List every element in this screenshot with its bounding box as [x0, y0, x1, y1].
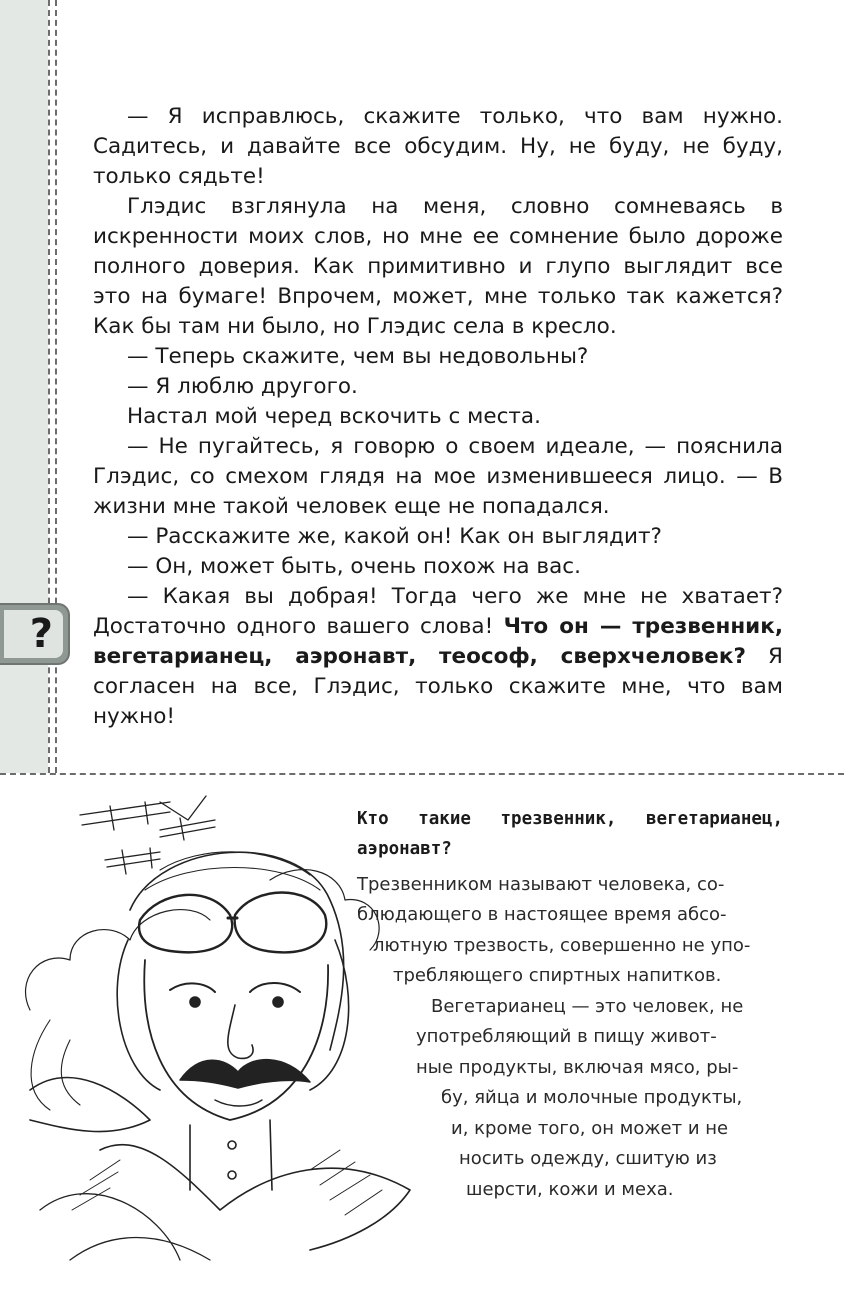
paragraph: — Я исправлюсь, скажите только, что вам нужно. Садитесь, и давайте все обсудим. Ну, не буду, не буду, только сядьте! — [93, 104, 783, 189]
info-box-line: требляющего спиртных напитков. — [393, 965, 722, 986]
info-box-line: шерсти, кожи и меха. — [466, 1179, 674, 1200]
paragraph: Настал мой черед вскочить с места. — [127, 404, 541, 429]
paragraph: — Я люблю другого. — [127, 374, 358, 399]
main-story-text — [93, 102, 783, 732]
info-box-line: носить одежду, сшитую из — [459, 1148, 717, 1169]
highlighted-question: Что он — трезвенник, вегетарианец, аэронавт, теософ, сверхчеловек? — [93, 614, 783, 669]
info-box-line: лютную трезвость, совершенно не упо- — [373, 935, 751, 956]
info-box-line: Трезвенником называют человека, со- — [357, 874, 725, 895]
info-box-line: употребляющий в пищу живот- — [416, 1026, 717, 1047]
info-box-heading: Кто такие трезвенник, вегетарианец, аэронавт? — [357, 809, 783, 859]
info-box-line: блюдающего в настоящее время абсо- — [357, 904, 727, 925]
info-box-line: бу, яйца и молочные продукты, — [441, 1087, 743, 1108]
info-box-line: Вегетарианец — это человек, не — [431, 996, 744, 1017]
paragraph: Глэдис взглянула на меня, словно сомневаясь в искренности моих слов, но мне ее сомнение было дороже полного доверия. Как примитивно и глупо выглядит все это на бумаге! Впрочем, может, мне только так кажется? Как бы там ни было, но Глэдис села в кресло. — [93, 194, 783, 339]
paragraph-text: — Какая вы добрая! Тогда чего же мне не хватает? Достаточно одного вашего слова! — [93, 584, 783, 639]
info-box-line: ные продукты, включая мясо, ры- — [416, 1057, 739, 1078]
paragraph: — Расскажите же, какой он! Как он выглядит? — [127, 524, 662, 549]
paragraph: — Не пугайтесь, я говорю о своем идеале, — пояснила Глэдис, со смехом глядя на мое изменившееся лицо. — В жизни мне такой человек еще не попадался. — [93, 434, 783, 519]
info-box-line: и, кроме того, он может и не — [451, 1118, 729, 1139]
question-mark-icon: ? — [29, 611, 53, 657]
paragraph: — Теперь скажите, чем вы недовольны? — [127, 344, 589, 369]
section-divider — [0, 773, 844, 775]
paragraph: — Он, может быть, очень похож на вас. — [127, 554, 581, 579]
question-tab — [0, 603, 70, 665]
paragraph — [93, 582, 783, 732]
paragraph-text: Я согласен на все, Глэдис, только скажите мне, что вам нужно! — [93, 644, 783, 729]
